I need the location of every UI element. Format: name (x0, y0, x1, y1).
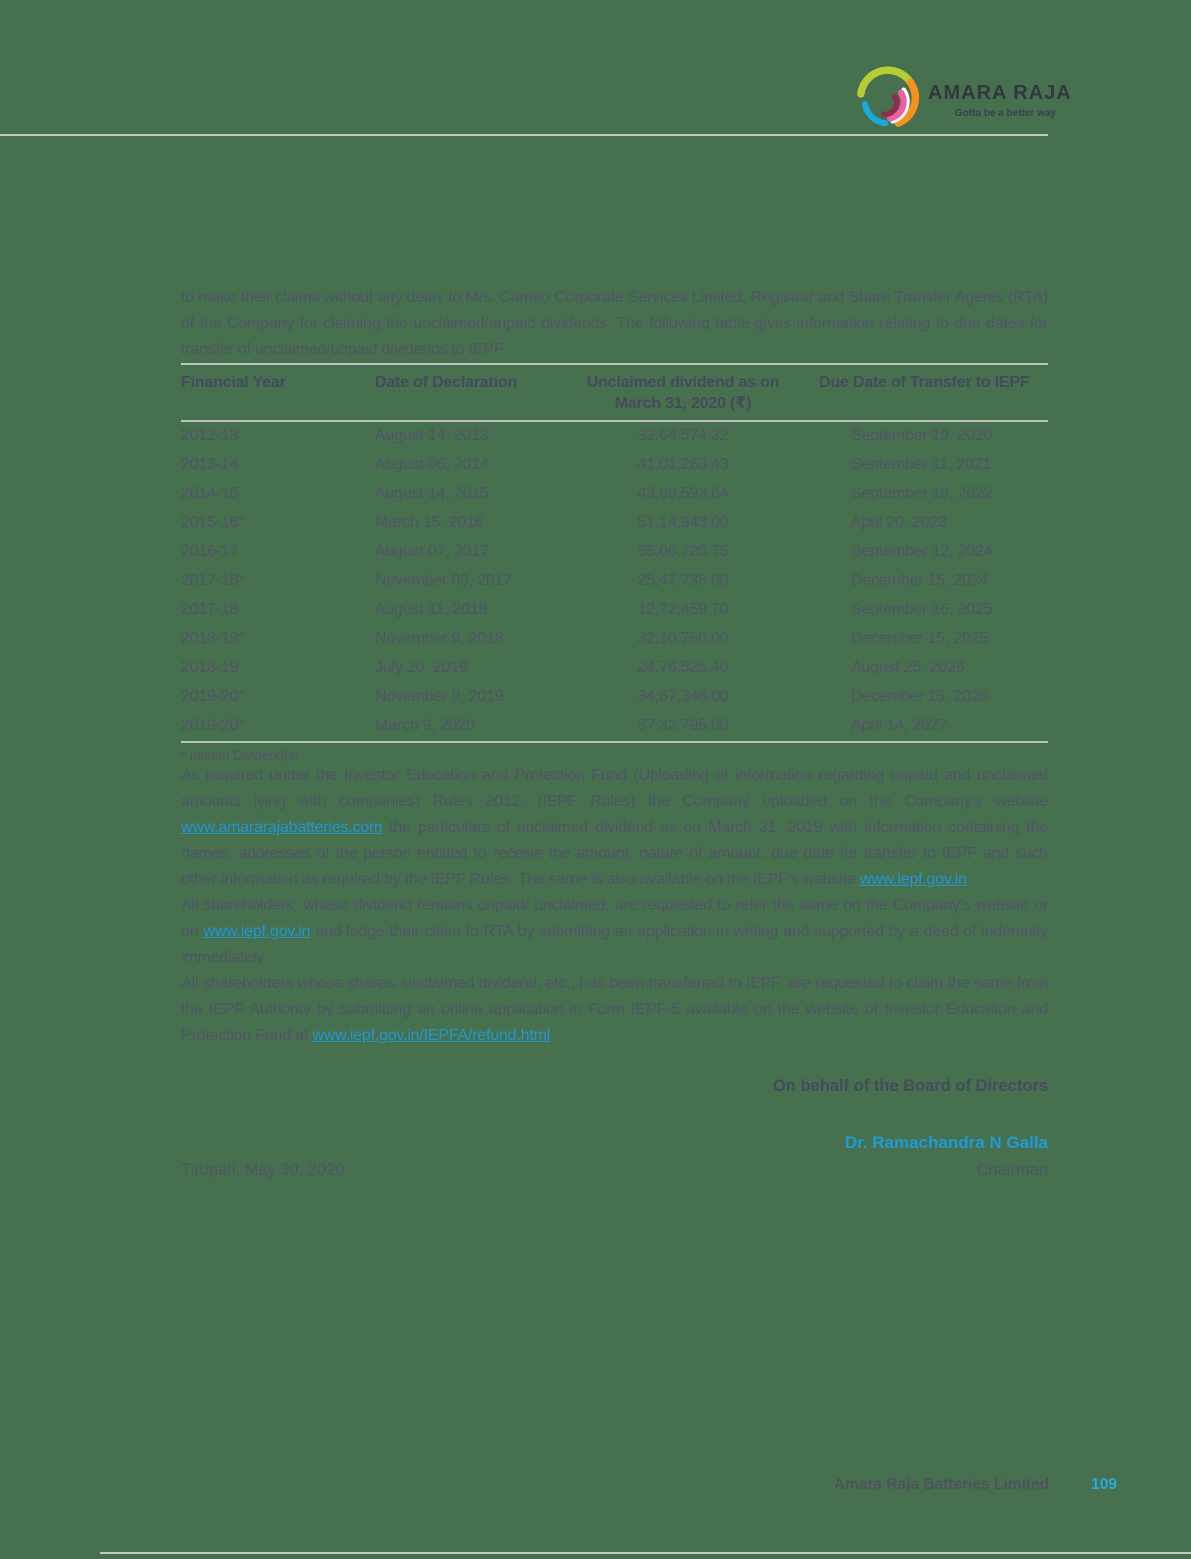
table-row (181, 596, 1048, 625)
table-cell: 2017-18* (181, 572, 245, 589)
table-cell: 25,47,738.00 (637, 572, 729, 589)
table-cell: 2018-19* (181, 630, 245, 647)
inline-link[interactable]: www.amararajabatteries.com (181, 819, 383, 836)
table-cell: September 19, 2020 (851, 427, 993, 444)
table-cell: August 07, 2017 (375, 543, 489, 560)
table-row (181, 538, 1048, 567)
table-cell: March 9, 2020 (375, 717, 475, 734)
table-footnote: * Interim Dividend(s) (181, 748, 300, 763)
table-cell: 2018-19 (181, 659, 239, 676)
table-cell: 32,10,760.00 (637, 630, 729, 647)
table-cell: 32,64,574.32 (637, 427, 729, 444)
on-behalf-text: On behalf of the Board of Directors (772, 1077, 1048, 1095)
page-footer (181, 1476, 1117, 1494)
table-cell: November 9, 2019 (375, 688, 504, 705)
brand-wordmark: AMARA RAJA (928, 82, 1072, 104)
table-cell: 34,67,346.00 (637, 688, 729, 705)
text-segment: and lodge their claim to RTA by submitting an application in writing and supported by a deed of indemnity immediately. (181, 923, 1048, 966)
table-cell: August 14, 2015 (375, 485, 489, 502)
unclaimed-dividend-table (181, 363, 1048, 743)
table-cell: August 06, 2014 (375, 456, 489, 473)
intro-paragraph: to make their claims without any delay to M/s. Cameo Corporate Services Limited, Registrar and Share Transfer Agents (RTA) of the Company for claiming the unclaimed/unpaid dividends. The following table gives information relating to due dates for transfer of unclaimed/unpaid dividends to IEPF: (181, 289, 1048, 358)
text-segment: All shareholders whose shares, unclaimed dividend, etc., has been transferred to IEPF, are requested to claim the same from the IEPF Authority by submitting an online application in Form IEPF-5 available on the website of Investor Education and Protection Fund at (181, 975, 1048, 1044)
page-content (181, 285, 1048, 1180)
table-row (181, 451, 1048, 480)
footer-company-name: Amara Raja Batteries Limited (833, 1476, 1050, 1493)
table-cell: August 11, 2018 (375, 601, 488, 618)
table-cell: 2019-20* (181, 717, 245, 734)
table-cell: September 19, 2022 (851, 485, 993, 502)
col-header-due-date: Due Date of Transfer to IEPF (801, 364, 1048, 421)
table-cell: December 15, 2026 (851, 688, 989, 705)
table-cell: 57,32,795.00 (637, 717, 729, 734)
table-cell: April 14, 2027 (851, 717, 947, 734)
footer-divider (100, 1552, 1191, 1554)
brand-tagline: Gotta be a better way (954, 108, 1056, 119)
table-cell: 2019-20* (181, 688, 245, 705)
signature-row (181, 1161, 1048, 1180)
dividend-table-body (181, 421, 1048, 742)
paragraph (181, 893, 1048, 971)
table-row (181, 480, 1048, 509)
text-segment: All shareholders, whose dividend remains unpaid/ unclaimed, are requested to refer the same on the Company’s website or on (181, 897, 1048, 940)
paragraph (181, 763, 1048, 893)
table-cell: September 11, 2021 (851, 456, 992, 473)
table-row (181, 625, 1048, 654)
table-cell: August 14, 2013 (375, 427, 489, 444)
table-cell: 2013-14 (181, 456, 239, 473)
table-cell: 2014-15 (181, 485, 239, 502)
inline-link[interactable]: www.iepf.gov.in/IEPFA/refund.html (312, 1027, 551, 1044)
col-header-unclaimed-dividend (565, 364, 801, 421)
table-cell: 43,99,593.64 (637, 485, 729, 502)
table-cell: 2015-16* (181, 514, 245, 531)
inline-link[interactable]: www.iepf.gov.in (203, 923, 311, 940)
table-cell: July 20, 2019 (375, 659, 468, 676)
text-segment: As required under the Investor Education and Protection Fund (Uploading of information regarding unpaid and unclaimed amounts lying with companies) Rules 2012, (IEPF Rules) the Company uploaded on the Company’s website (181, 767, 1048, 810)
table-cell: April 20, 2023 (851, 514, 947, 531)
col-header-financial-year: Financial Year (181, 364, 375, 421)
table-cell: November 9, 2018 (375, 630, 504, 647)
table-header-row (181, 364, 1048, 421)
table-row (181, 421, 1048, 451)
table-row (181, 654, 1048, 683)
signatory-role: Chairman (976, 1161, 1048, 1179)
table-row (181, 509, 1048, 538)
col-header-line2: March 31, 2020 (₹) (614, 395, 752, 412)
table-cell: 12,72,459.70 (637, 601, 729, 618)
table-cell: September 12, 2024 (851, 543, 993, 560)
table-cell: 2016-17 (181, 543, 239, 560)
table-row (181, 683, 1048, 712)
text-segment: the particulars of unclaimed dividend as on March 31, 2019 with information containing the names, addresses of the person entitled to receive the amount, nature of amount, due date for transfer to IEPF and such other information as required by the IEPF Rules. The same is also available on the IEPF’s website (181, 819, 1048, 888)
table-cell: 2017-18 (181, 601, 239, 618)
col-header-date-of-declaration: Date of Declaration (375, 364, 565, 421)
paragraphs (181, 763, 1048, 1049)
table-cell: November 09, 2017 (375, 572, 513, 589)
inline-link[interactable]: www.iepf.gov.in (859, 871, 967, 888)
table-cell: 24,76,525.40 (637, 659, 729, 676)
place-and-date: Tirupati, May 30, 2020 (181, 1161, 345, 1179)
page-number: 109 (1091, 1476, 1117, 1493)
amara-raja-swirl-icon (852, 64, 920, 132)
table-cell: September 16, 2025 (851, 601, 993, 618)
table-cell: August 25, 2026 (851, 659, 965, 676)
col-header-line1: Unclaimed dividend as on (586, 374, 780, 391)
amara-raja-logo (852, 62, 1072, 134)
table-cell: December 15, 2025 (851, 630, 989, 647)
table-cell: 55,06,720.75 (637, 543, 729, 560)
table-row (181, 567, 1048, 596)
table-cell: 41,01,263.43 (637, 456, 729, 473)
table-row (181, 712, 1048, 742)
paragraph (181, 971, 1048, 1049)
table-cell: 51,14,943.00 (637, 514, 729, 531)
table-cell: December 15, 2024 (851, 572, 989, 589)
table-cell: 2012-13 (181, 427, 239, 444)
table-cell: March 15, 2016 (375, 514, 484, 531)
header-divider (0, 134, 1048, 136)
signatory-name: Dr. Ramachandra N Galla (844, 1133, 1048, 1152)
